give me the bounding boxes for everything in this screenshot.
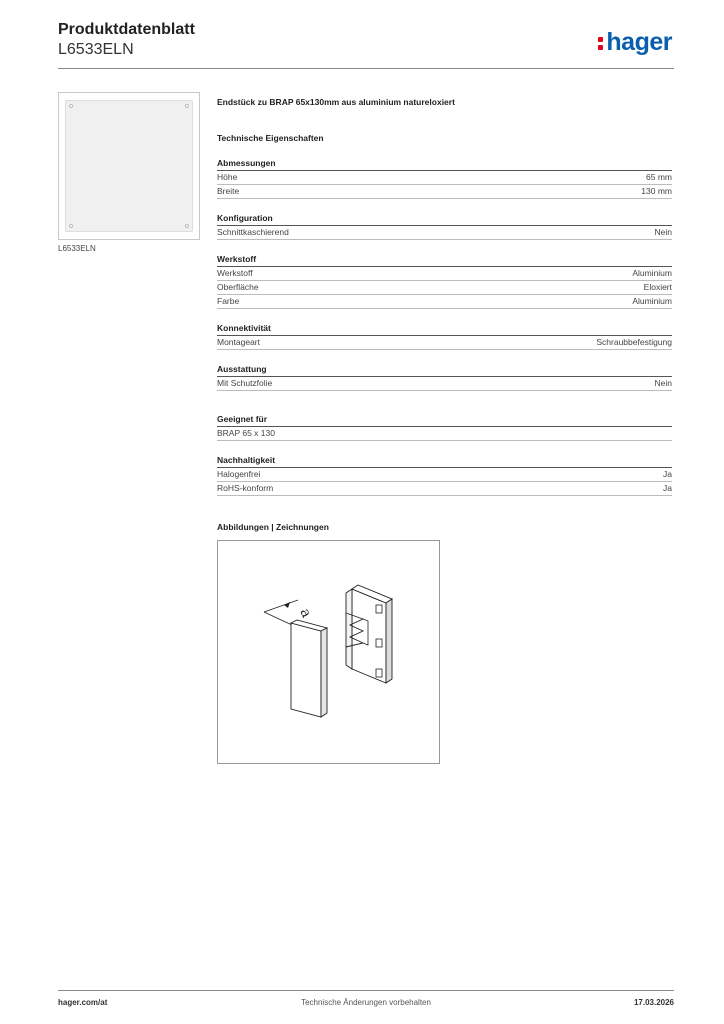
- property-group-title: Nachhaltigkeit: [217, 454, 672, 468]
- footer-date: 17.03.2026: [633, 998, 674, 1007]
- property-value: 65 mm: [646, 172, 672, 182]
- property-label: Montageart: [217, 337, 260, 347]
- property-value: 130 mm: [641, 186, 672, 196]
- property-row: [217, 427, 672, 441]
- footer-notice: Technische Änderungen vorbehalten: [301, 998, 431, 1007]
- cap-side-edge: [386, 599, 392, 683]
- property-label: Farbe: [217, 296, 240, 306]
- plate-side-edge: [321, 628, 327, 717]
- product-code: L6533ELN: [58, 41, 134, 58]
- page-header: [58, 20, 674, 66]
- property-row: [217, 468, 672, 482]
- end-cap-plate-image: [65, 100, 193, 232]
- property-row: [217, 281, 672, 295]
- property-row: [217, 226, 672, 240]
- property-label: RoHS-konform: [217, 483, 274, 493]
- property-value: Ja: [663, 469, 672, 479]
- logo-dots-icon: [598, 35, 604, 51]
- property-label: Höhe: [217, 172, 238, 182]
- dimension-arrow-icon: [284, 602, 290, 608]
- property-row: [217, 377, 672, 391]
- cap-slot-bottom: [376, 669, 382, 677]
- property-group-title: Ausstattung: [217, 363, 672, 377]
- end-cap-drawing: [218, 541, 441, 765]
- property-label: BRAP 65 x 130: [217, 428, 275, 438]
- property-row: [217, 185, 672, 199]
- property-group: [217, 157, 672, 199]
- property-group-title: Geeignet für: [217, 413, 672, 427]
- property-group-title: Konfiguration: [217, 212, 672, 226]
- dimension-label: a: [296, 605, 315, 621]
- property-value: Aluminium: [632, 296, 672, 306]
- cap-slot-top: [376, 605, 382, 613]
- property-group: [217, 253, 672, 309]
- property-groups: [217, 157, 672, 496]
- property-row: [217, 171, 672, 185]
- footer-divider: [58, 990, 674, 991]
- technical-drawing: [217, 540, 440, 764]
- property-label: Breite: [217, 186, 240, 196]
- property-value: Aluminium: [632, 268, 672, 278]
- property-row: [217, 482, 672, 496]
- product-description: Endstück zu BRAP 65x130mm aus aluminium natureloxiert: [217, 97, 455, 107]
- property-group: [217, 322, 672, 350]
- property-row: [217, 267, 672, 281]
- property-group-title: Konnektivität: [217, 322, 672, 336]
- document-title: Produktdatenblatt: [58, 21, 195, 38]
- dimension-line-top: [264, 600, 298, 612]
- property-value: Eloxiert: [643, 282, 672, 292]
- cap-slot-middle: [376, 639, 382, 647]
- property-label: Halogenfrei: [217, 469, 261, 479]
- property-group: [217, 212, 672, 240]
- property-group-title: Werkstoff: [217, 253, 672, 267]
- property-group-title: Abmessungen: [217, 157, 672, 171]
- property-value: Nein: [654, 378, 672, 388]
- plate-front: [291, 623, 321, 717]
- property-row: [217, 336, 672, 350]
- property-label: Oberfläche: [217, 282, 259, 292]
- property-label: Schnittkaschierend: [217, 227, 289, 237]
- footer-website-link[interactable]: hager.com/at: [58, 998, 108, 1007]
- property-label: Werkstoff: [217, 268, 253, 278]
- property-row: [217, 295, 672, 309]
- logo-text: hager: [606, 28, 672, 56]
- property-group: [217, 413, 672, 441]
- property-value: Schraubbefestigung: [596, 337, 672, 347]
- thumbnail-caption: L6533ELN: [58, 244, 96, 253]
- header-divider: [58, 68, 674, 69]
- product-thumbnail: [58, 92, 200, 240]
- property-group: [217, 363, 672, 391]
- figures-heading: Abbildungen | Zeichnungen: [217, 522, 329, 532]
- property-label: Mit Schutzfolie: [217, 378, 273, 388]
- property-value: Ja: [663, 483, 672, 493]
- property-value: Nein: [654, 227, 672, 237]
- property-group: [217, 454, 672, 496]
- technical-properties-heading: Technische Eigenschaften: [217, 133, 324, 143]
- cap-lip: [346, 589, 352, 669]
- hager-logo: [598, 28, 672, 57]
- product-details: [217, 96, 672, 764]
- dimension-line-bottom: [264, 612, 292, 625]
